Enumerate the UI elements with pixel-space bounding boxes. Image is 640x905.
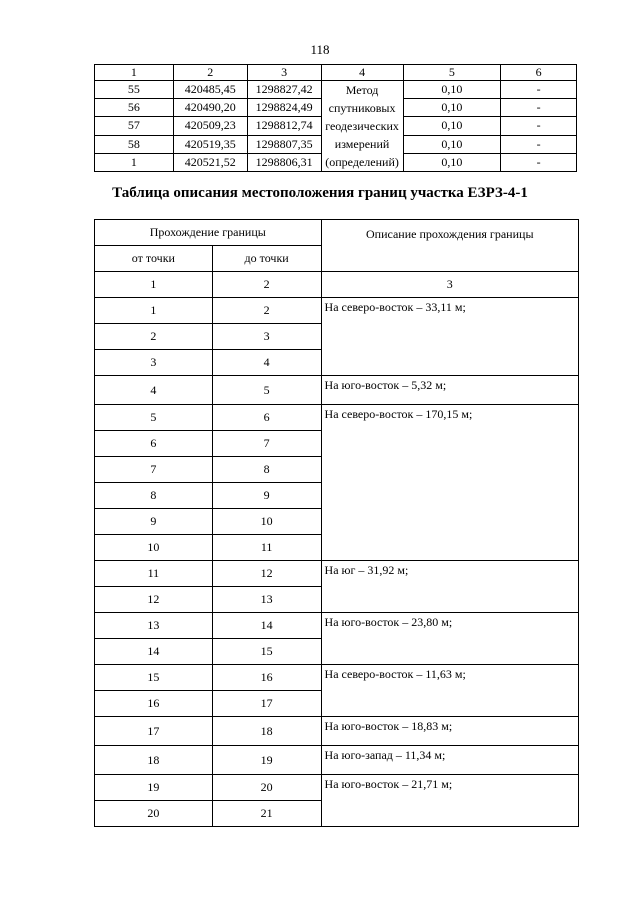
column-number: 1	[95, 272, 213, 298]
to-point: 5	[212, 376, 321, 405]
to-point: 13	[212, 587, 321, 613]
from-point: 14	[95, 639, 213, 665]
header-description: Описание прохождения границы	[321, 220, 578, 272]
from-point: 6	[95, 431, 213, 457]
from-point: 16	[95, 691, 213, 717]
table-row	[95, 81, 577, 99]
accuracy: 0,10	[403, 99, 501, 117]
x-coordinate: 420509,23	[173, 117, 247, 135]
y-coordinate: 1298824,49	[247, 99, 321, 117]
note: -	[501, 99, 577, 117]
column-number: 2	[173, 65, 247, 81]
method-line: измерений	[334, 137, 390, 151]
method-cell	[321, 81, 403, 172]
from-point: 1	[95, 298, 213, 324]
point-id: 55	[95, 81, 174, 99]
boundary-description: На юго-восток – 18,83 м;	[321, 717, 578, 746]
coordinates-header-row	[95, 65, 577, 81]
from-point: 10	[95, 535, 213, 561]
to-point: 8	[212, 457, 321, 483]
column-number: 5	[403, 65, 501, 81]
y-coordinate: 1298827,42	[247, 81, 321, 99]
to-point: 3	[212, 324, 321, 350]
header-from: от точки	[95, 246, 213, 272]
to-point: 17	[212, 691, 321, 717]
accuracy: 0,10	[403, 81, 501, 99]
boundary-description: На юго-восток – 21,71 м;	[321, 775, 578, 827]
from-point: 8	[95, 483, 213, 509]
to-point: 6	[212, 405, 321, 431]
from-point: 19	[95, 775, 213, 801]
to-point: 14	[212, 613, 321, 639]
to-point: 19	[212, 746, 321, 775]
boundary-header-row	[95, 220, 579, 246]
method-line: Метод	[345, 83, 379, 97]
from-point: 20	[95, 801, 213, 827]
to-point: 21	[212, 801, 321, 827]
boundary-description: На юго-восток – 23,80 м;	[321, 613, 578, 665]
to-point: 20	[212, 775, 321, 801]
to-point: 4	[212, 350, 321, 376]
accuracy: 0,10	[403, 117, 501, 135]
table-row	[95, 717, 579, 746]
page-number: 118	[310, 42, 330, 57]
table-row	[95, 613, 579, 639]
x-coordinate: 420490,20	[173, 99, 247, 117]
boundary-description: На северо-восток – 11,63 м;	[321, 665, 578, 717]
from-point: 12	[95, 587, 213, 613]
point-id: 58	[95, 135, 174, 153]
y-coordinate: 1298806,31	[247, 153, 321, 171]
x-coordinate: 420521,52	[173, 153, 247, 171]
from-point: 7	[95, 457, 213, 483]
from-point: 17	[95, 717, 213, 746]
x-coordinate: 420519,35	[173, 135, 247, 153]
boundary-description: На юго-восток – 5,32 м;	[321, 376, 578, 405]
from-point: 11	[95, 561, 213, 587]
table-title: Таблица описания местоположения границ участка ЕЗРЗ-4-1	[112, 185, 528, 201]
y-coordinate: 1298807,35	[247, 135, 321, 153]
from-point: 13	[95, 613, 213, 639]
from-point: 2	[95, 324, 213, 350]
point-id: 57	[95, 117, 174, 135]
boundary-description: На юго-запад – 11,34 м;	[321, 746, 578, 775]
to-point: 10	[212, 509, 321, 535]
method-line: (определений)	[325, 155, 399, 169]
to-point: 16	[212, 665, 321, 691]
column-numbers-row	[95, 272, 579, 298]
header-to: до точки	[212, 246, 321, 272]
column-number: 6	[501, 65, 577, 81]
to-point: 18	[212, 717, 321, 746]
note: -	[501, 135, 577, 153]
column-number: 1	[95, 65, 174, 81]
table-row	[95, 405, 579, 431]
point-id: 56	[95, 99, 174, 117]
column-number: 4	[321, 65, 403, 81]
to-point: 2	[212, 298, 321, 324]
to-point: 11	[212, 535, 321, 561]
boundary-description: На северо-восток – 170,15 м;	[321, 405, 578, 561]
method-line: спутниковых	[328, 101, 396, 115]
table-row	[95, 775, 579, 801]
note: -	[501, 153, 577, 171]
point-id: 1	[95, 153, 174, 171]
column-number: 2	[212, 272, 321, 298]
from-point: 18	[95, 746, 213, 775]
table-row	[95, 665, 579, 691]
y-coordinate: 1298812,74	[247, 117, 321, 135]
note: -	[501, 81, 577, 99]
from-point: 5	[95, 405, 213, 431]
column-number: 3	[247, 65, 321, 81]
to-point: 7	[212, 431, 321, 457]
accuracy: 0,10	[403, 135, 501, 153]
boundary-description: На юг – 31,92 м;	[321, 561, 578, 613]
accuracy: 0,10	[403, 153, 501, 171]
column-number: 3	[321, 272, 578, 298]
header-passage: Прохождение границы	[95, 220, 322, 246]
from-point: 9	[95, 509, 213, 535]
from-point: 15	[95, 665, 213, 691]
boundary-description: На северо-восток – 33,11 м;	[321, 298, 578, 376]
x-coordinate: 420485,45	[173, 81, 247, 99]
to-point: 9	[212, 483, 321, 509]
method-line: геодезических	[325, 119, 399, 133]
table-row	[95, 298, 579, 324]
from-point: 4	[95, 376, 213, 405]
to-point: 15	[212, 639, 321, 665]
boundary-table	[94, 219, 579, 827]
table-row	[95, 746, 579, 775]
coordinates-table	[94, 64, 577, 172]
table-row	[95, 561, 579, 587]
from-point: 3	[95, 350, 213, 376]
note: -	[501, 117, 577, 135]
to-point: 12	[212, 561, 321, 587]
table-row	[95, 376, 579, 405]
